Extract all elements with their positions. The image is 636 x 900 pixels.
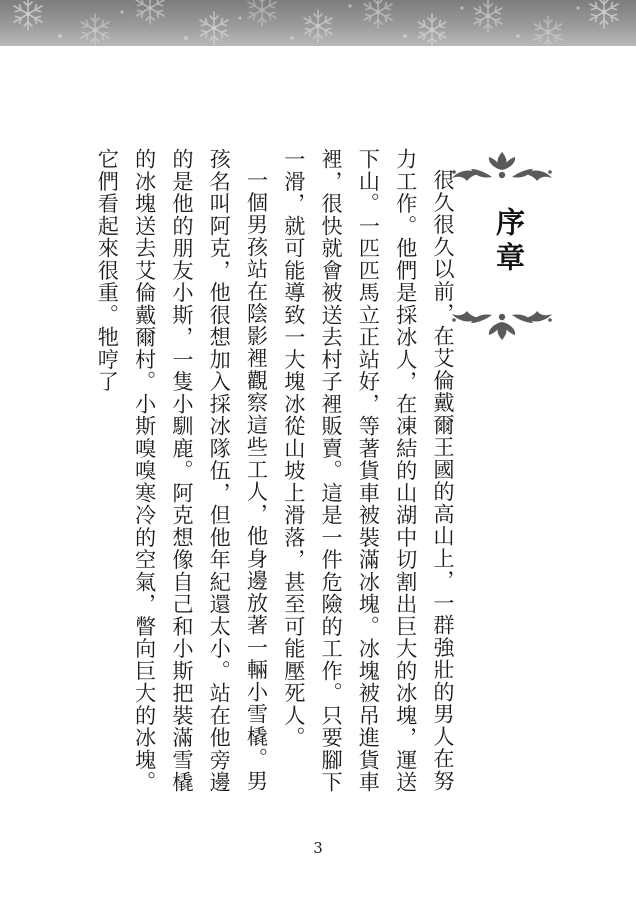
story-body <box>89 148 462 808</box>
paragraph-2: 一個男孩站在陰影裡觀察這些工人，他身邊放著一輛小雪橇。男孩名叫阿克，他很想加入採冰隊伍，但他年紀還太小。站在他旁邊的是他的朋友小斯，一隻小馴鹿。阿克想像自己和小斯把裝滿雪橇的冰塊送去艾倫戴爾村。小斯嗅嗅寒冷的空氣，瞥向巨大的冰塊。它們看起來很重。牠哼了 <box>95 148 270 794</box>
paragraph-1: 很久很久以前，在艾倫戴爾王國的高山上，一群強壯的男人在努力工作。他們是採冰人，在凍結的山湖中切割出巨大的冰塊，運送下山。一匹匹馬立正站好，等著貨車被裝滿冰塊。冰塊被吊進貨車裡，很快就會被送去村子裡販賣。這是一件危險的工作。只要腳下一滑，就可能導致一大塊冰從山坡上滑落，甚至可能壓死人。 <box>281 148 456 794</box>
chapter-title: 序章 <box>492 207 526 277</box>
page-number: 3 <box>313 839 323 857</box>
snowflake-banner <box>0 0 636 46</box>
floral-ornament-top-icon <box>447 148 557 186</box>
snowflake-pattern-icon <box>0 0 636 46</box>
floral-ornament-bottom-icon <box>447 306 557 344</box>
